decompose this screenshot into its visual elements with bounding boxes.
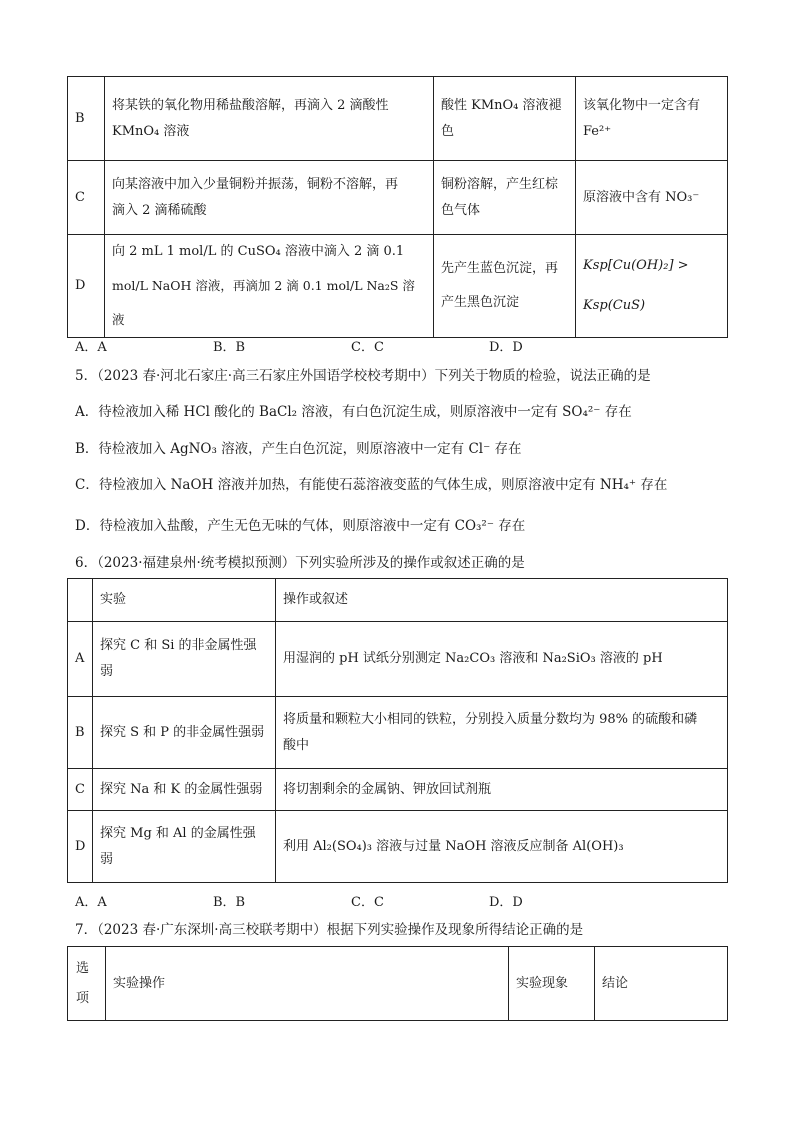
- row-label: C: [68, 161, 105, 235]
- row-label: C: [68, 769, 93, 811]
- table-row: [68, 622, 728, 697]
- q6-options: [75, 891, 627, 910]
- conclusion-cell: 该氧化物中一定含有 Fe²⁺: [576, 77, 728, 161]
- q6-table: [67, 578, 728, 883]
- experiment-cell: 探究 S 和 P 的非金属性强弱: [93, 697, 276, 769]
- option-a[interactable]: A．A: [75, 895, 107, 910]
- q6-stem: 6．（2023·福建泉州·统考模拟预测）下列实验所涉及的操作或叙述正确的是: [75, 555, 525, 571]
- operation-cell: 向 2 mL 1 mol/L 的 CuSO₄ 溶液中滴入 2 滴 0.1 mol/L NaOH 溶液，再滴加 2 滴 0.1 mol/L Na₂S 溶液: [105, 235, 434, 338]
- table-row: [68, 235, 728, 338]
- table-row: [68, 811, 728, 883]
- header-cell: 实验: [93, 579, 276, 622]
- header-cell: [68, 579, 93, 622]
- option-d[interactable]: D．D: [489, 895, 523, 910]
- q5-option-d[interactable]: D．待检液加入盐酸，产生无色无味的气体，则原溶液中一定有 CO₃²⁻ 存在: [75, 518, 526, 534]
- operation-cell: 向某溶液中加入少量铜粉并振荡，铜粉不溶解，再 滴入 2 滴稀硫酸: [105, 161, 434, 235]
- operation-cell: 将质量和颗粒大小相同的铁粒，分别投入质量分数均为 98% 的硫酸和磷 酸中: [276, 697, 728, 769]
- header-cell: 实验现象: [509, 947, 595, 1021]
- operation-cell: 将某铁的氧化物用稀盐酸溶解，再滴入 2 滴酸性 KMnO₄ 溶液: [105, 77, 434, 161]
- table-row: [68, 769, 728, 811]
- header-cell: 结论: [595, 947, 728, 1021]
- header-cell-option: 选项: [68, 947, 106, 1021]
- option-a[interactable]: A．A: [75, 340, 107, 355]
- table-row: [68, 77, 728, 161]
- option-b[interactable]: B．B: [213, 340, 246, 355]
- operation-cell: 将切割剩余的金属钠、钾放回试剂瓶: [276, 769, 728, 811]
- phenomenon-cell: 铜粉溶解，产生红棕 色气体: [434, 161, 576, 235]
- table-header-row: [68, 579, 728, 622]
- q5-option-b[interactable]: B．待检液加入 AgNO₃ 溶液，产生白色沉淀，则原溶液中一定有 Cl⁻ 存在: [75, 441, 522, 457]
- q7-table: [67, 946, 728, 1021]
- q4-options: [75, 336, 627, 355]
- header-cell: 实验操作: [106, 947, 509, 1021]
- experiment-cell: 探究 Na 和 K 的金属性强弱: [93, 769, 276, 811]
- conclusion-cell: Ksp[Cu(OH)₂] > Ksp(CuS): [576, 235, 728, 338]
- table-row: [68, 697, 728, 769]
- option-d[interactable]: D．D: [489, 340, 523, 355]
- q5-option-a[interactable]: A．待检液加入稀 HCl 酸化的 BaCl₂ 溶液，有白色沉淀生成，则原溶液中一定有 SO₄²⁻ 存在: [75, 404, 632, 420]
- option-b[interactable]: B．B: [213, 895, 246, 910]
- operation-cell: 利用 Al₂(SO₄)₃ 溶液与过量 NaOH 溶液反应制备 Al(OH)₃: [276, 811, 728, 883]
- q7-stem: 7．（2023 春·广东深圳·高三校联考期中）根据下列实验操作及现象所得结论正确的是: [75, 922, 584, 938]
- q5-option-c[interactable]: C．待检液加入 NaOH 溶液并加热，有能使石蕊溶液变蓝的气体生成，则原溶液中定有 NH₄⁺ 存在: [75, 477, 668, 493]
- conclusion-cell: 原溶液中含有 NO₃⁻: [576, 161, 728, 235]
- q5-stem: 5．（2023 春·河北石家庄·高三石家庄外国语学校校考期中）下列关于物质的检验，说法正确的是: [75, 368, 651, 384]
- table-row: [68, 161, 728, 235]
- row-label: D: [68, 235, 105, 338]
- header-cell: 操作或叙述: [276, 579, 728, 622]
- row-label: B: [68, 77, 105, 161]
- row-label: A: [68, 622, 93, 697]
- option-c[interactable]: C．C: [351, 895, 384, 910]
- option-c[interactable]: C．C: [351, 340, 384, 355]
- phenomenon-cell: 先产生蓝色沉淀，再 产生黑色沉淀: [434, 235, 576, 338]
- row-label: B: [68, 697, 93, 769]
- table-header-row: [68, 947, 728, 1021]
- q4-table: [67, 76, 728, 338]
- row-label: D: [68, 811, 93, 883]
- experiment-cell: 探究 Mg 和 Al 的金属性强 弱: [93, 811, 276, 883]
- operation-cell: 用湿润的 pH 试纸分别测定 Na₂CO₃ 溶液和 Na₂SiO₃ 溶液的 pH: [276, 622, 728, 697]
- experiment-cell: 探究 C 和 Si 的非金属性强 弱: [93, 622, 276, 697]
- phenomenon-cell: 酸性 KMnO₄ 溶液褪 色: [434, 77, 576, 161]
